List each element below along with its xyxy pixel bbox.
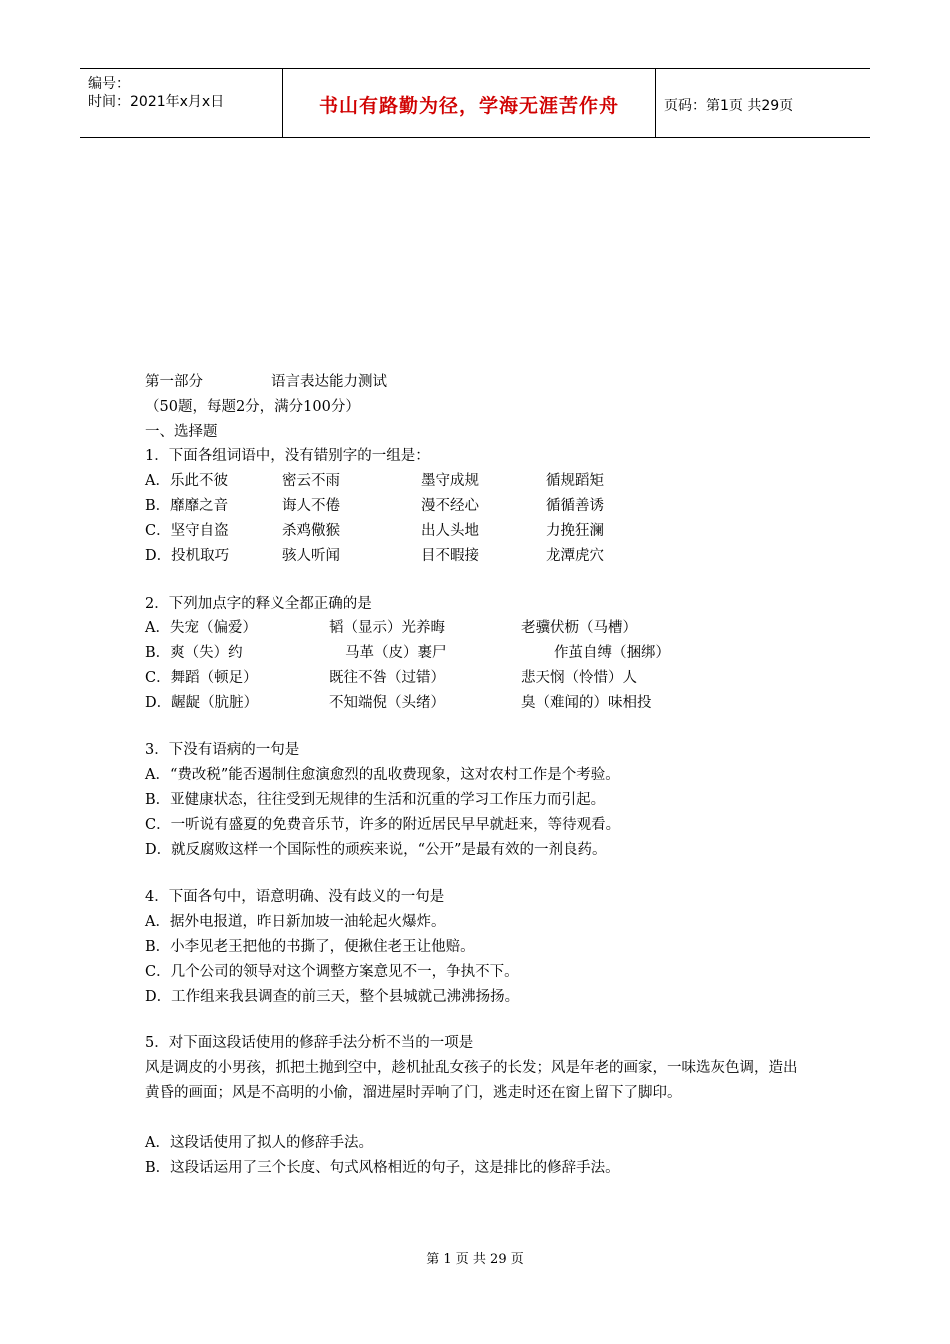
- q3-option-d: D．就反腐败这样一个国际性的顽疾来说，“公开”是最有效的一剂良药。: [145, 842, 607, 858]
- q2-a-1: A．失宠（偏爱）: [145, 620, 257, 636]
- q5-passage: 风是调皮的小男孩，抓把土抛到空中，趁机扯乱女孩子的长发；风是年老的画家，一味选灰色调，造出黄昏的画面；风是不高明的小偷，溜进屋时弄响了门，逃走时还在窗上留下了脚印。: [145, 1060, 798, 1101]
- q1-a-4: 循规蹈矩: [546, 473, 604, 489]
- q1-d-4: 龙潭虎穴: [546, 548, 604, 564]
- header-page-cell: [656, 69, 870, 137]
- q2-b-1: B．爽（失）约: [145, 645, 243, 661]
- q4-option-b: B．小李见老王把他的书撕了，便揪住老王让他赔。: [145, 939, 475, 955]
- q1-c-1: C．坚守自盗: [145, 523, 229, 539]
- q4-option-a: A．据外电报道，昨日新加坡一油轮起火爆炸。: [145, 914, 446, 930]
- q1-d-2: 骇人听闻: [282, 548, 340, 564]
- page-footer: 第 1 页 共 29 页: [426, 1252, 524, 1267]
- q2-b-2: 马革（皮）裹尸: [345, 645, 447, 661]
- q2-b-3: 作茧自缚（捆绑）: [554, 645, 670, 661]
- q2-a-2: 韬（显示）光养晦: [329, 620, 445, 636]
- number-label: 编号：: [88, 76, 130, 92]
- q3-option-c: C．一听说有盛夏的免费音乐节，许多的附近居民早早就赶来，等待观看。: [145, 817, 621, 833]
- q1-c-2: 杀鸡儆猴: [282, 523, 340, 539]
- q2-a-3: 老骥伏枥（马槽）: [521, 620, 637, 636]
- q2-d-1: D．龌龊（肮脏）: [145, 695, 259, 711]
- page-info: 页码：第1页 共29页: [664, 98, 794, 114]
- section-title: 语言表达能力测试: [271, 374, 387, 390]
- q4-option-c: C．几个公司的领导对这个调整方案意见不一，争执不下。: [145, 964, 519, 980]
- q3-option-a: A．“费改税”能否遏制住愈演愈烈的乱收费现象，这对农村工作是个考验。: [145, 767, 620, 783]
- q1-b-3: 漫不经心: [421, 498, 479, 514]
- q4-stem: 4．下面各句中，语意明确、没有歧义的一句是: [145, 889, 445, 905]
- q2-stem: 2．下列加点字的释义全都正确的是: [145, 596, 372, 612]
- section-heading: [145, 372, 387, 392]
- time-label: 时间：2021年x月x日: [88, 94, 225, 110]
- q3-option-b: B．亚健康状态，往往受到无规律的生活和沉重的学习工作压力而引起。: [145, 792, 606, 808]
- q2-c-3: 悲天悯（怜惜）人: [521, 670, 637, 686]
- q2-d-3: 臭（难闻的）味相投: [521, 695, 652, 711]
- q1-b-1: B．靡靡之音: [145, 498, 229, 514]
- q4-option-d: D．工作组来我县调查的前三天，整个县城就己沸沸扬扬。: [145, 989, 520, 1005]
- q1-d-1: D．投机取巧: [145, 548, 230, 564]
- q1-a-1: A．乐此不彼: [145, 473, 228, 489]
- q1-a-2: 密云不雨: [282, 473, 340, 489]
- q1-c-3: 出人头地: [421, 523, 479, 539]
- page-header: [80, 68, 870, 138]
- q1-stem: 1．下面各组词语中，没有错别字的一组是：: [145, 448, 430, 464]
- section-note: （50题，每题2分，满分100分）: [145, 399, 360, 415]
- section-type: 一、选择题: [145, 424, 218, 440]
- q1-c-4: 力挽狂澜: [546, 523, 604, 539]
- q5-option-b: B．这段话运用了三个长度、句式风格相近的句子，这是排比的修辞手法。: [145, 1160, 620, 1176]
- q2-d-2: 不知端倪（头绪）: [329, 695, 445, 711]
- header-motto-cell: [283, 69, 656, 137]
- header-meta-cell: [80, 69, 283, 137]
- section-part: 第一部分: [145, 374, 203, 390]
- motto: 书山有路勤为径，学海无涯苦作舟: [318, 95, 619, 117]
- q2-c-2: 既往不咎（过错）: [329, 670, 445, 686]
- q1-d-3: 目不暇接: [421, 548, 479, 564]
- q3-stem: 3．下没有语病的一句是: [145, 742, 300, 758]
- q5-option-a: A．这段话使用了拟人的修辞手法。: [145, 1135, 373, 1151]
- q5-stem: 5．对下面这段话使用的修辞手法分析不当的一项是: [145, 1035, 474, 1051]
- q1-b-4: 循循善诱: [546, 498, 604, 514]
- q1-b-2: 诲人不倦: [282, 498, 340, 514]
- q2-c-1: C．舞蹈（顿足）: [145, 670, 258, 686]
- q1-a-3: 墨守成规: [421, 473, 479, 489]
